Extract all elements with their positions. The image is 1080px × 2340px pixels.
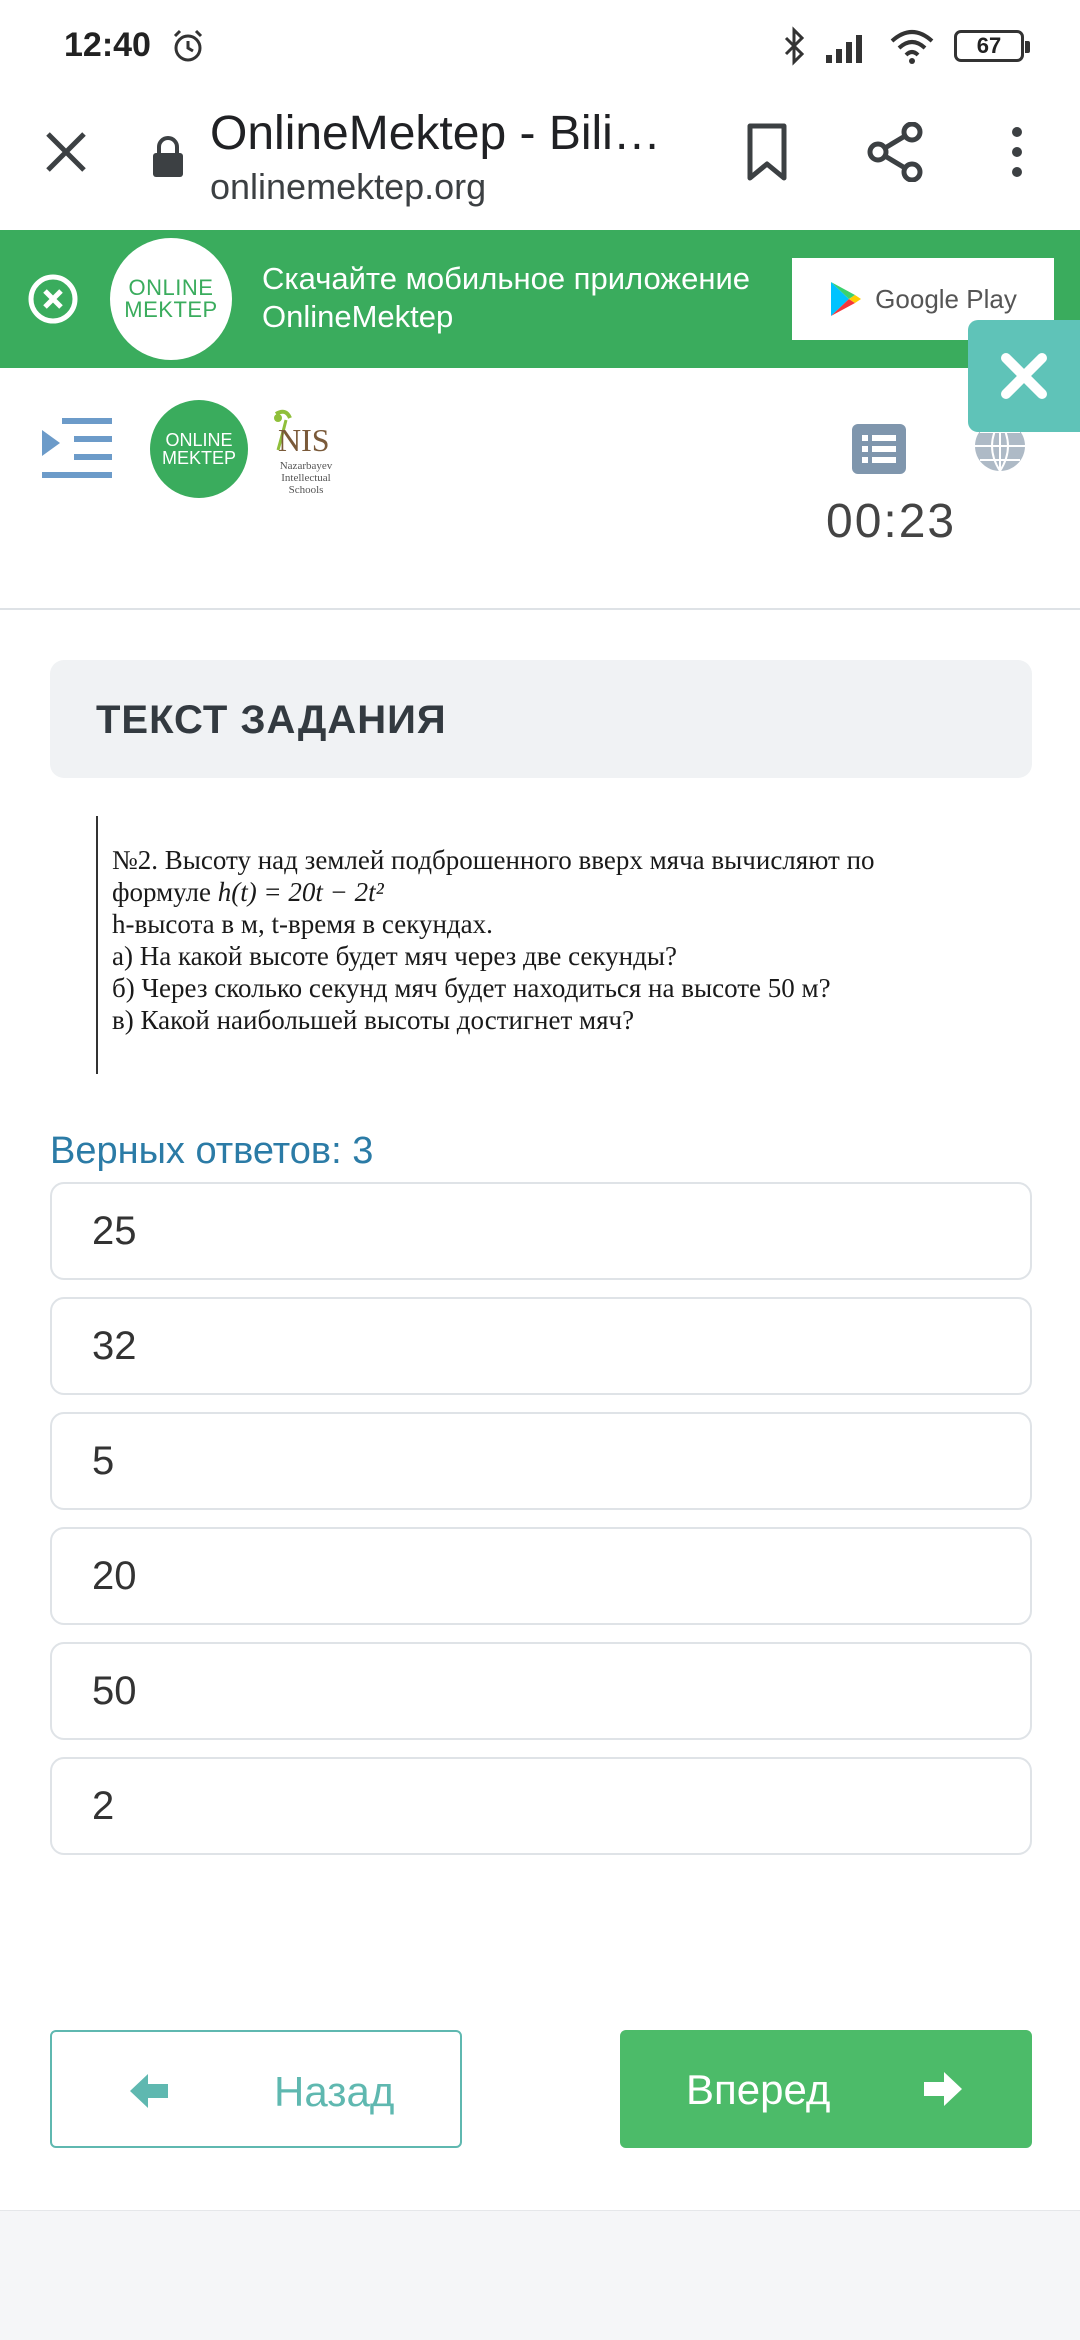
logo-line2: MEKTEP — [124, 297, 218, 322]
site-logo-line1: ONLINE — [165, 430, 233, 450]
answer-options — [50, 1182, 1032, 1872]
site-logo-line2: MEKTEP — [161, 448, 236, 468]
timer: 00:23 — [826, 495, 957, 548]
task-text — [96, 816, 986, 1074]
task-section-title: ТЕКСТ ЗАДАНИЯ — [96, 698, 447, 742]
site-logo[interactable] — [150, 400, 248, 498]
answer-option[interactable]: 5 — [50, 1412, 1032, 1510]
lock-icon — [150, 134, 186, 178]
wifi-icon — [888, 27, 936, 65]
next-button[interactable] — [620, 2030, 1032, 2148]
answer-option[interactable]: 2 — [50, 1757, 1032, 1855]
task-line: h-высота в м, t-время в секундах. — [112, 909, 493, 939]
bookmark-icon[interactable] — [742, 122, 792, 182]
onlinemektep-logo — [110, 238, 232, 360]
page-url[interactable]: onlinemektep.org — [210, 166, 487, 207]
site-header — [0, 368, 1080, 610]
task-line: а) На какой высоте будет мяч через две секунды? — [112, 941, 677, 971]
correct-answers-count: Верных ответов: 3 — [50, 1130, 374, 1172]
app-download-banner — [0, 230, 1080, 368]
task-line: б) Через сколько секунд мяч будет находиться на высоте 50 м? — [112, 973, 831, 1003]
status-bar — [0, 0, 1080, 96]
next-button-label: Вперед — [686, 2066, 831, 2113]
answer-option[interactable]: 25 — [50, 1182, 1032, 1280]
signal-icon — [824, 29, 870, 63]
bluetooth-icon — [782, 26, 806, 66]
nis-subtitle: Nazarbayev Intellectual Schools — [279, 460, 333, 496]
arrow-left-icon — [126, 2068, 172, 2114]
answer-option[interactable]: 32 — [50, 1297, 1032, 1395]
floating-close-button[interactable] — [968, 320, 1080, 432]
formula: h(t) = 20t − 2t² — [217, 877, 384, 907]
page-footer — [0, 2210, 1080, 2340]
answer-option[interactable]: 50 — [50, 1642, 1032, 1740]
google-play-icon — [829, 280, 863, 318]
sidebar-toggle-icon[interactable] — [42, 416, 112, 482]
alarm-icon — [170, 28, 206, 64]
status-time: 12:40 — [64, 26, 151, 64]
close-icon — [968, 320, 1080, 432]
task-line: в) Какой наибольшей высоты достигнет мяч? — [112, 1005, 635, 1035]
banner-text: Скачайте мобильное приложение OnlineMektep — [262, 261, 751, 334]
page-title[interactable]: OnlineMektep - Bili… — [210, 107, 661, 160]
arrow-right-icon — [920, 2066, 966, 2112]
share-icon[interactable] — [866, 122, 926, 182]
task-list-icon[interactable] — [852, 424, 906, 474]
logo-line1: ONLINE — [128, 275, 214, 300]
banner-close-icon[interactable] — [26, 272, 80, 326]
answer-option[interactable]: 20 — [50, 1527, 1032, 1625]
google-play-label: Google Play — [875, 283, 1017, 314]
nis-title: NIS — [278, 422, 330, 458]
back-button-label: Назад — [274, 2068, 395, 2115]
task-formula-line — [112, 876, 986, 908]
more-options-icon[interactable] — [1000, 122, 1034, 182]
task-header — [50, 660, 1032, 778]
battery-indicator: 67 — [954, 30, 1024, 62]
task-line: №2. Высоту над землей подброшенного вверх мяча вычисляют по — [112, 845, 875, 875]
back-button[interactable] — [50, 2030, 462, 2148]
browser-toolbar — [0, 96, 1080, 230]
close-icon[interactable] — [40, 126, 92, 178]
status-icons — [782, 26, 1024, 66]
formula-prefix: формуле — [112, 877, 218, 907]
